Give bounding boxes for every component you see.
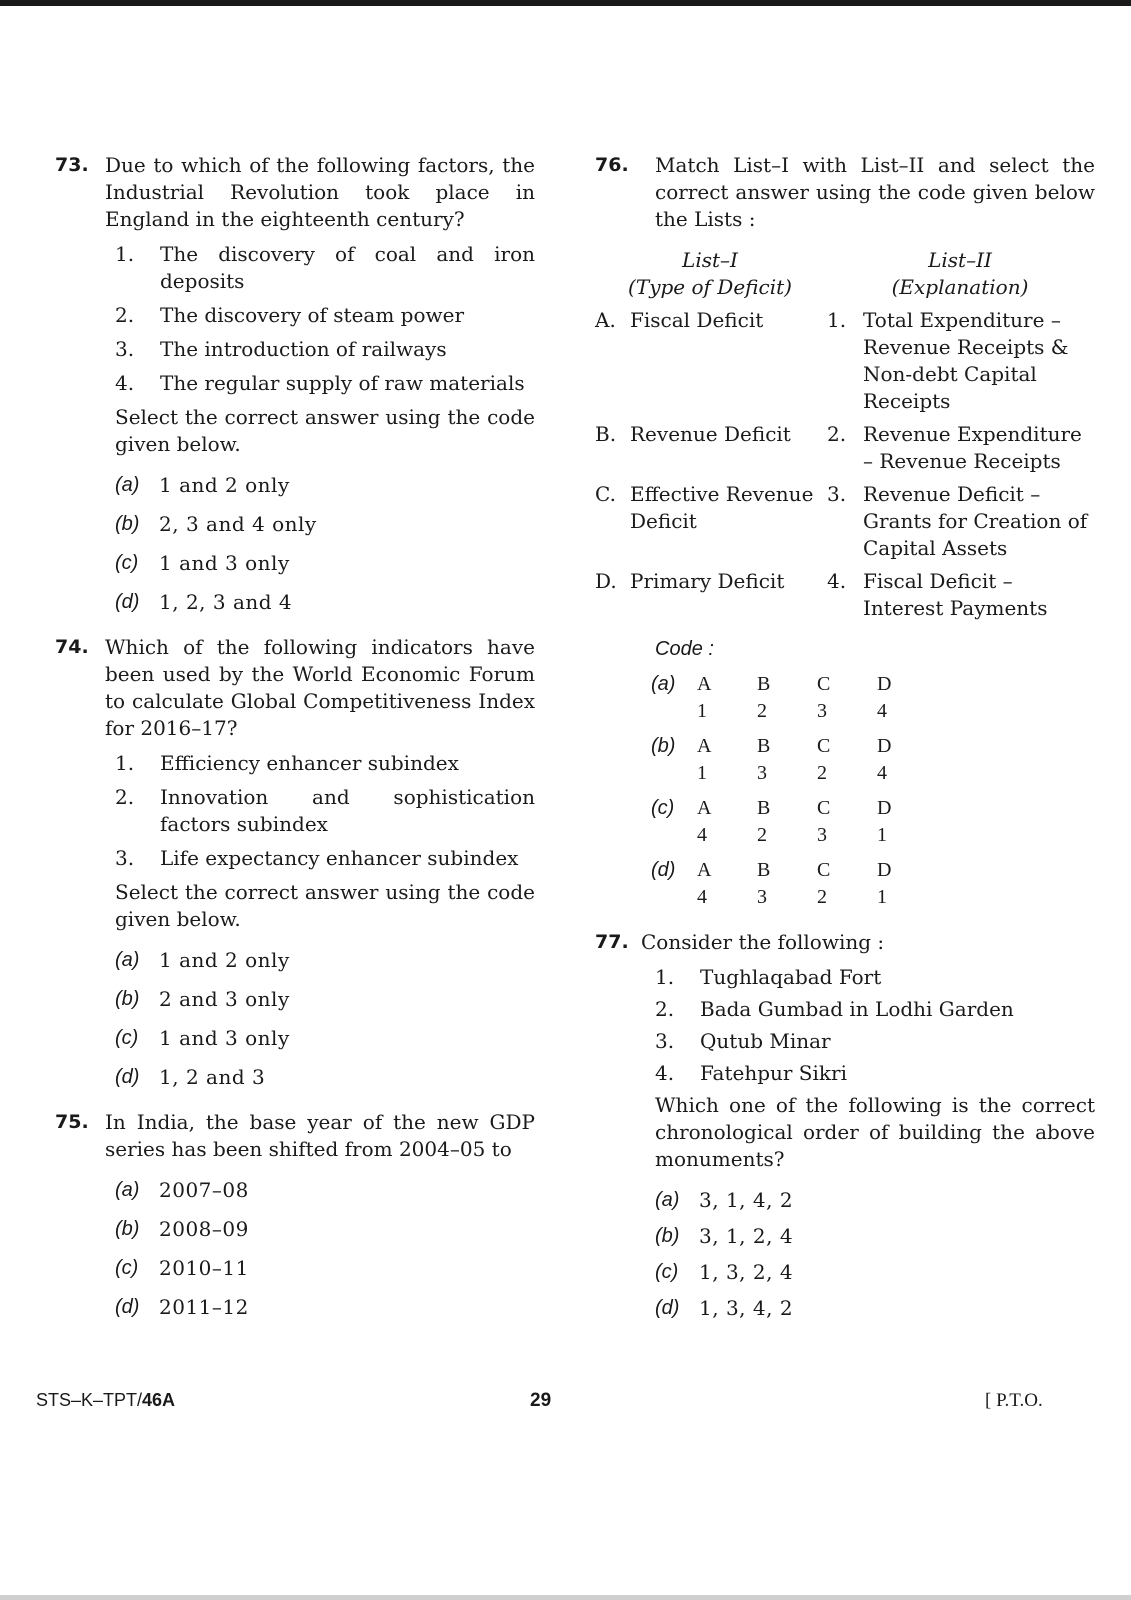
option[interactable]: (a) 3, 1, 4, 2 — [655, 1188, 794, 1212]
option[interactable]: (b) 2008–09 — [115, 1217, 249, 1241]
match-row: D. Primary Deficit 4. Fiscal Deficit – Interest Payments — [595, 569, 1048, 620]
question-number: 75. — [55, 1111, 89, 1133]
code-option[interactable]: (d) A B C D 4 3 2 1 — [651, 859, 892, 908]
answer-codes — [651, 671, 1095, 911]
statement-item: 4. The regular supply of raw materials — [115, 371, 525, 395]
page-number: 29 — [530, 1390, 552, 1411]
question-number: 74. — [55, 636, 89, 658]
instruction: Select the correct answer using the code given below. — [115, 880, 535, 931]
statement-item: 2. Innovation and sophistication factors subindex — [115, 785, 535, 836]
booklet-code: STS–K–TPT/46A — [36, 1390, 176, 1410]
statement-list — [115, 241, 535, 397]
statement-item: 2. Bada Gumbad in Lodhi Garden — [655, 997, 1014, 1021]
top-border — [0, 0, 1131, 6]
code-label: Code : — [655, 638, 714, 660]
option[interactable]: (d) 1, 2, 3 and 4 — [115, 590, 293, 614]
match-row: B. Revenue Deficit 2. Revenue Expenditure – Revenue Receipts — [595, 422, 1082, 473]
question-77 — [595, 929, 1095, 1331]
statement-item: 3. Life expectancy enhancer subindex — [115, 846, 519, 870]
pto-label: [ P.T.O. — [985, 1390, 1043, 1411]
list-headers — [595, 247, 1095, 301]
code-option[interactable]: (b) A B C D 1 3 2 4 — [651, 735, 892, 784]
right-column — [595, 152, 1095, 1331]
option[interactable]: (c) 1, 3, 2, 4 — [655, 1260, 794, 1284]
list-1-header: List–I (Type of Deficit) — [628, 248, 792, 299]
question-number: 76. — [595, 154, 629, 176]
question-number: 73. — [55, 154, 89, 176]
question-number: 77. — [595, 931, 629, 953]
option[interactable]: (b) 3, 1, 2, 4 — [655, 1224, 794, 1248]
statement-item: 1. The discovery of coal and iron deposits — [115, 242, 535, 293]
options-list — [115, 1177, 535, 1333]
option[interactable]: (a) 1 and 2 only — [115, 473, 290, 497]
options-list — [115, 472, 535, 628]
list-2-header: List–II (Explanation) — [891, 248, 1029, 299]
code-option[interactable]: (c) A B C D 4 2 3 1 — [651, 797, 892, 846]
question-74 — [55, 634, 535, 1103]
statement-item: 1. Tughlaqabad Fort — [655, 965, 882, 989]
options-list — [115, 947, 535, 1103]
statement-item: 1. Efficiency enhancer subindex — [115, 751, 459, 775]
match-row: A. Fiscal Deficit 1. Total Expenditure – Revenue Receipts & Non-debt Capital Receipts — [595, 308, 1069, 413]
question-text: Match List–I with List–II and select the correct answer using the code given below the Lists : — [655, 153, 1095, 231]
instruction: Which one of the following is the correct chronological order of building the above monuments? — [655, 1093, 1095, 1171]
option[interactable]: (a) 1 and 2 only — [115, 948, 290, 972]
option[interactable]: (d) 2011–12 — [115, 1295, 249, 1319]
code-option[interactable]: (a) A B C D 1 2 3 4 — [651, 673, 892, 722]
question-76 — [595, 152, 1095, 911]
statement-list — [115, 750, 535, 872]
statement-item: 3. The introduction of railways — [115, 337, 447, 361]
left-column — [55, 152, 535, 1333]
match-row: C. Effective Revenue Deficit 3. Revenue Deficit – Grants for Creation of Capital Assets — [595, 482, 1088, 560]
option[interactable]: (c) 2010–11 — [115, 1256, 249, 1280]
statement-item: 3. Qutub Minar — [655, 1029, 831, 1053]
question-text: Which of the following indicators have been used by the World Economic Forum to calculate Global Competitiveness Index for 2016–17? — [105, 635, 535, 740]
question-text: Consider the following : — [641, 930, 885, 954]
match-lists — [595, 247, 1095, 622]
option[interactable]: (d) 1, 2 and 3 — [115, 1065, 266, 1089]
question-text: In India, the base year of the new GDP series has been shifted from 2004–05 to — [105, 1110, 535, 1161]
option[interactable]: (b) 2, 3 and 4 only — [115, 512, 317, 536]
statement-item: 4. Fatehpur Sikri — [655, 1061, 847, 1085]
option[interactable]: (d) 1, 3, 4, 2 — [655, 1296, 794, 1320]
option[interactable]: (c) 1 and 3 only — [115, 551, 290, 575]
bottom-border — [0, 1595, 1131, 1600]
option[interactable]: (b) 2 and 3 only — [115, 987, 290, 1011]
instruction: Select the correct answer using the code given below. — [115, 405, 535, 456]
question-text: Due to which of the following factors, the Industrial Revolution took place in England in the eighteenth century? — [105, 153, 535, 231]
question-73 — [55, 152, 535, 628]
option[interactable]: (c) 1 and 3 only — [115, 1026, 290, 1050]
statement-list — [655, 964, 1095, 1087]
options-list — [655, 1187, 1095, 1331]
question-75 — [55, 1109, 535, 1333]
statement-item: 2. The discovery of steam power — [115, 303, 465, 327]
option[interactable]: (a) 2007–08 — [115, 1178, 249, 1202]
